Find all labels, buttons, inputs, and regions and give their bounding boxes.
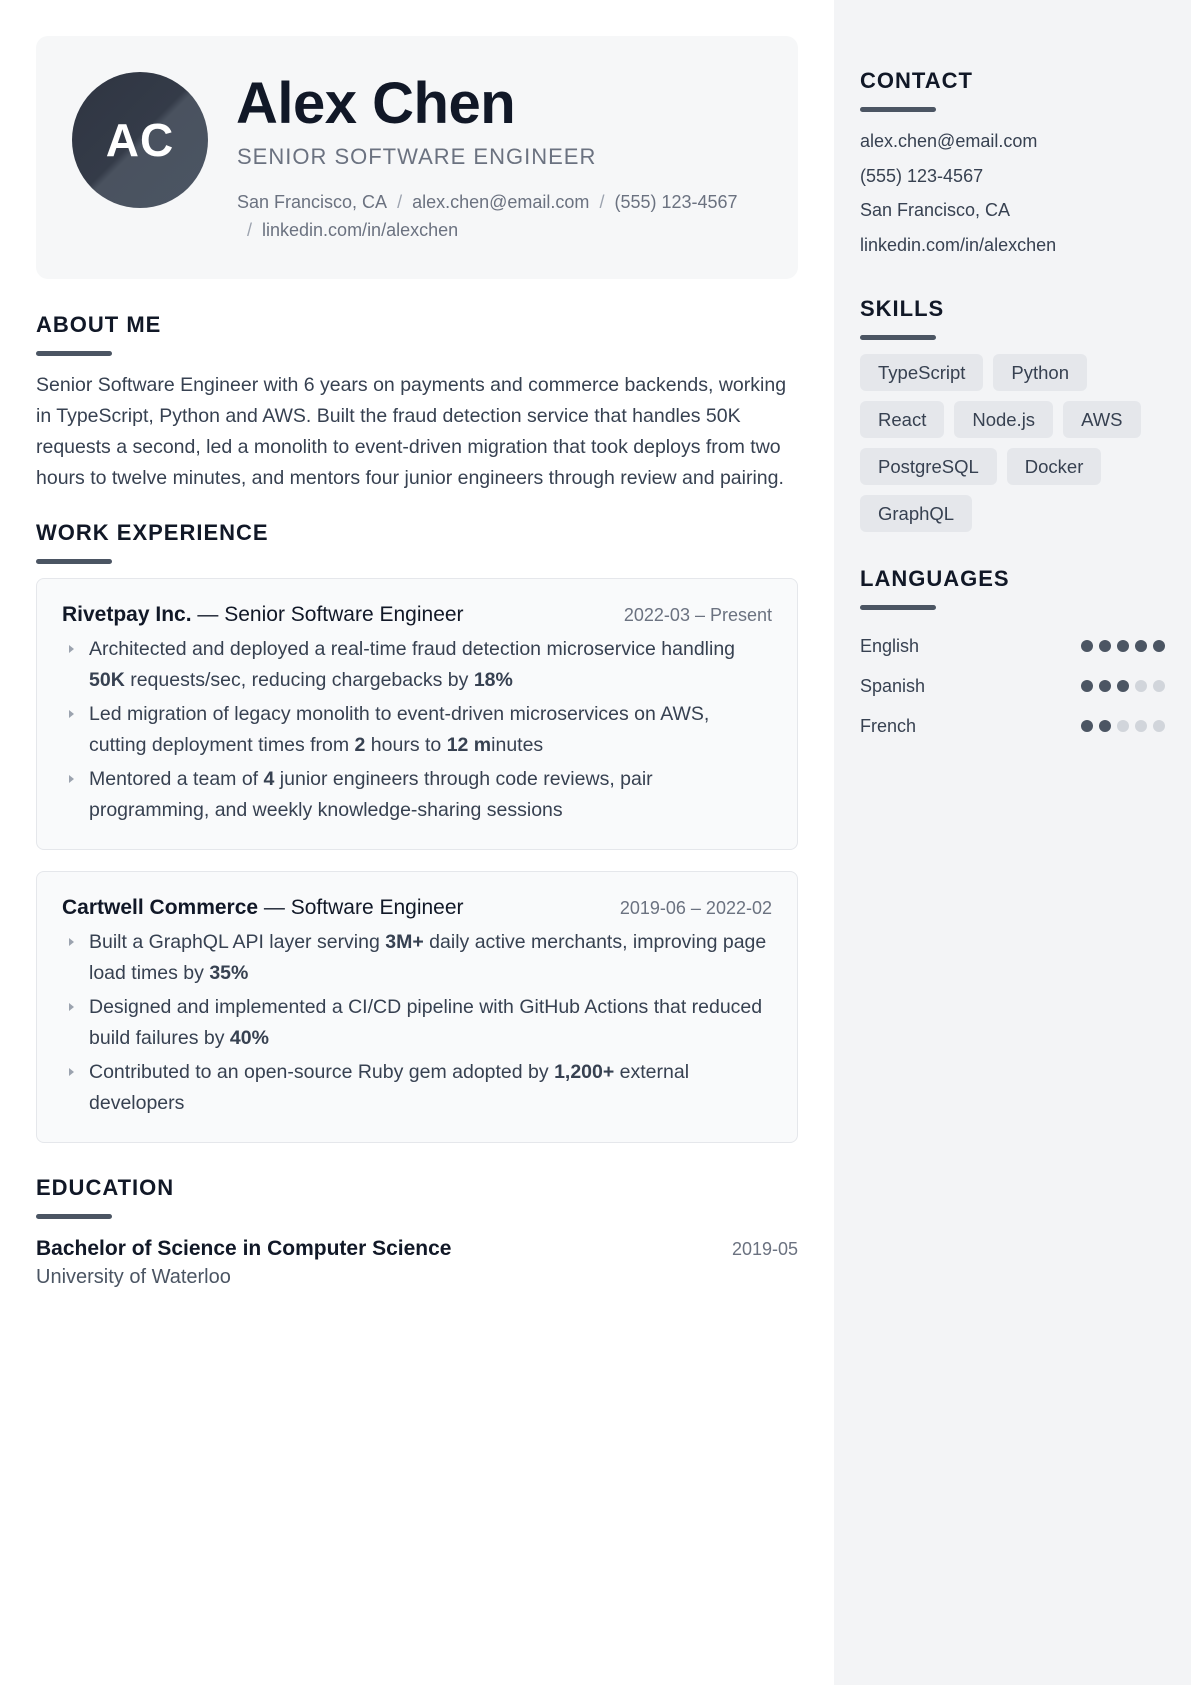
proficiency-dot-filled — [1153, 640, 1165, 652]
separator: / — [397, 192, 403, 212]
person-name: Alex Chen — [236, 71, 516, 136]
proficiency-dots — [1081, 720, 1165, 732]
section-heading: CONTACT — [860, 68, 973, 93]
skill-tag: GraphQL — [860, 495, 972, 532]
achievement-item: Led migration of legacy monolith to event-driven microservices on AWS, cutting deployment times from 2 hours to 12 minutes — [62, 699, 772, 761]
language-name: French — [860, 715, 917, 736]
job-heading — [62, 896, 464, 920]
skill-tag: PostgreSQL — [860, 448, 997, 485]
section-divider — [36, 559, 112, 564]
proficiency-dots — [1081, 680, 1165, 692]
achievement-list — [62, 634, 772, 826]
proficiency-dot-filled — [1081, 720, 1093, 732]
proficiency-dot-empty — [1153, 720, 1165, 732]
proficiency-dot-filled — [1099, 680, 1111, 692]
about-text: Senior Software Engineer with 6 years on payments and commerce backends, working in TypeScript, Python and AWS. Built the fraud detection service that handles 50K requests a second, led a monolith to event-driven migration that took deploys from two hours to twelve minutes, and mentors four junior engineers through review and pairing. — [36, 374, 787, 489]
separator: / — [247, 220, 253, 240]
achievement-item: Contributed to an open-source Ruby gem adopted by 1,200+ external developers — [62, 1057, 772, 1119]
work-section — [36, 520, 798, 1143]
proficiency-dot-empty — [1135, 720, 1147, 732]
proficiency-dot-empty — [1117, 720, 1129, 732]
education-section — [36, 1175, 798, 1289]
separator: / — [599, 192, 605, 212]
achievement-item: Built a GraphQL API layer serving 3M+ daily active merchants, improving page load times by 35% — [62, 927, 772, 989]
skill-tag: Python — [993, 354, 1087, 391]
proficiency-dot-filled — [1117, 640, 1129, 652]
job-card — [36, 578, 798, 850]
language-row — [860, 666, 1165, 706]
section-divider — [36, 351, 112, 356]
proficiency-dot-filled — [1081, 640, 1093, 652]
job-dates: 2022-03 – Present — [623, 605, 772, 625]
skill-tag: Docker — [1007, 448, 1102, 485]
section-heading: EDUCATION — [36, 1175, 175, 1200]
job-dates: 2019-06 – 2022-02 — [619, 898, 772, 918]
language-name: Spanish — [860, 675, 926, 696]
role-name: Software Engineer — [290, 896, 464, 919]
contact-list — [860, 124, 1165, 262]
achievement-item: Designed and implemented a CI/CD pipeline with GitHub Actions that reduced build failures by 40% — [62, 992, 772, 1054]
school-name: University of Waterloo — [36, 1266, 231, 1288]
role-name: Senior Software Engineer — [224, 603, 464, 626]
section-divider — [860, 107, 936, 112]
proficiency-dot-empty — [1153, 680, 1165, 692]
proficiency-dot-filled — [1117, 680, 1129, 692]
skill-tag: React — [860, 401, 944, 438]
skills-section — [860, 296, 1165, 532]
language-name: English — [860, 635, 920, 656]
section-divider — [860, 335, 936, 340]
proficiency-dot-empty — [1135, 680, 1147, 692]
proficiency-dots — [1081, 640, 1165, 652]
section-divider — [36, 1214, 112, 1219]
language-row — [860, 626, 1165, 666]
job-title: SENIOR SOFTWARE ENGINEER — [237, 144, 597, 169]
achievement-list — [62, 927, 772, 1119]
proficiency-dot-filled — [1099, 720, 1111, 732]
languages-section — [860, 566, 1165, 746]
language-row — [860, 706, 1165, 746]
header-contact-line — [237, 188, 777, 244]
section-divider — [860, 605, 936, 610]
proficiency-dot-filled — [1099, 640, 1111, 652]
section-heading: ABOUT ME — [36, 312, 162, 337]
job-card — [36, 871, 798, 1143]
contact-phone[interactable]: (555) 123-4567 — [860, 165, 984, 186]
achievement-item: Mentored a team of 4 junior engineers through code reviews, pair programming, and weekly knowledge-sharing sessions — [62, 764, 772, 826]
section-heading: LANGUAGES — [860, 566, 1010, 591]
skill-tags — [860, 354, 1160, 532]
header-phone[interactable]: (555) 123-4567 — [614, 192, 738, 212]
language-list — [860, 626, 1165, 746]
section-heading: WORK EXPERIENCE — [36, 520, 269, 545]
graduation-date: 2019-05 — [731, 1239, 798, 1259]
avatar: AC — [72, 72, 208, 208]
degree: Bachelor of Science in Computer Science — [36, 1237, 452, 1260]
about-section — [36, 312, 798, 494]
em-dash: — — [258, 896, 291, 919]
achievement-item: Architected and deployed a real-time fraud detection microservice handling 50K requests/sec, reducing chargebacks by 18% — [62, 634, 772, 696]
contact-location: San Francisco, CA — [860, 200, 1011, 220]
em-dash: — — [191, 603, 225, 626]
company-name: Cartwell Commerce — [62, 896, 259, 919]
header-email-link[interactable]: alex.chen@email.com — [412, 192, 590, 212]
header-location: San Francisco, CA — [237, 192, 388, 212]
contact-section — [860, 68, 1165, 262]
job-heading — [62, 603, 464, 627]
skill-tag: AWS — [1063, 401, 1140, 438]
main-column — [36, 36, 798, 1289]
contact-linkedin-link[interactable]: linkedin.com/in/alexchen — [860, 234, 1057, 255]
section-heading: SKILLS — [860, 296, 945, 321]
contact-email-link[interactable]: alex.chen@email.com — [860, 131, 1038, 151]
skill-tag: Node.js — [954, 401, 1053, 438]
header-linkedin-link[interactable]: linkedin.com/in/alexchen — [262, 220, 459, 240]
sidebar — [834, 0, 1191, 1685]
profile-header — [36, 36, 798, 279]
company-name: Rivetpay Inc. — [62, 603, 192, 626]
proficiency-dot-filled — [1081, 680, 1093, 692]
proficiency-dot-filled — [1135, 640, 1147, 652]
skill-tag: TypeScript — [860, 354, 983, 391]
